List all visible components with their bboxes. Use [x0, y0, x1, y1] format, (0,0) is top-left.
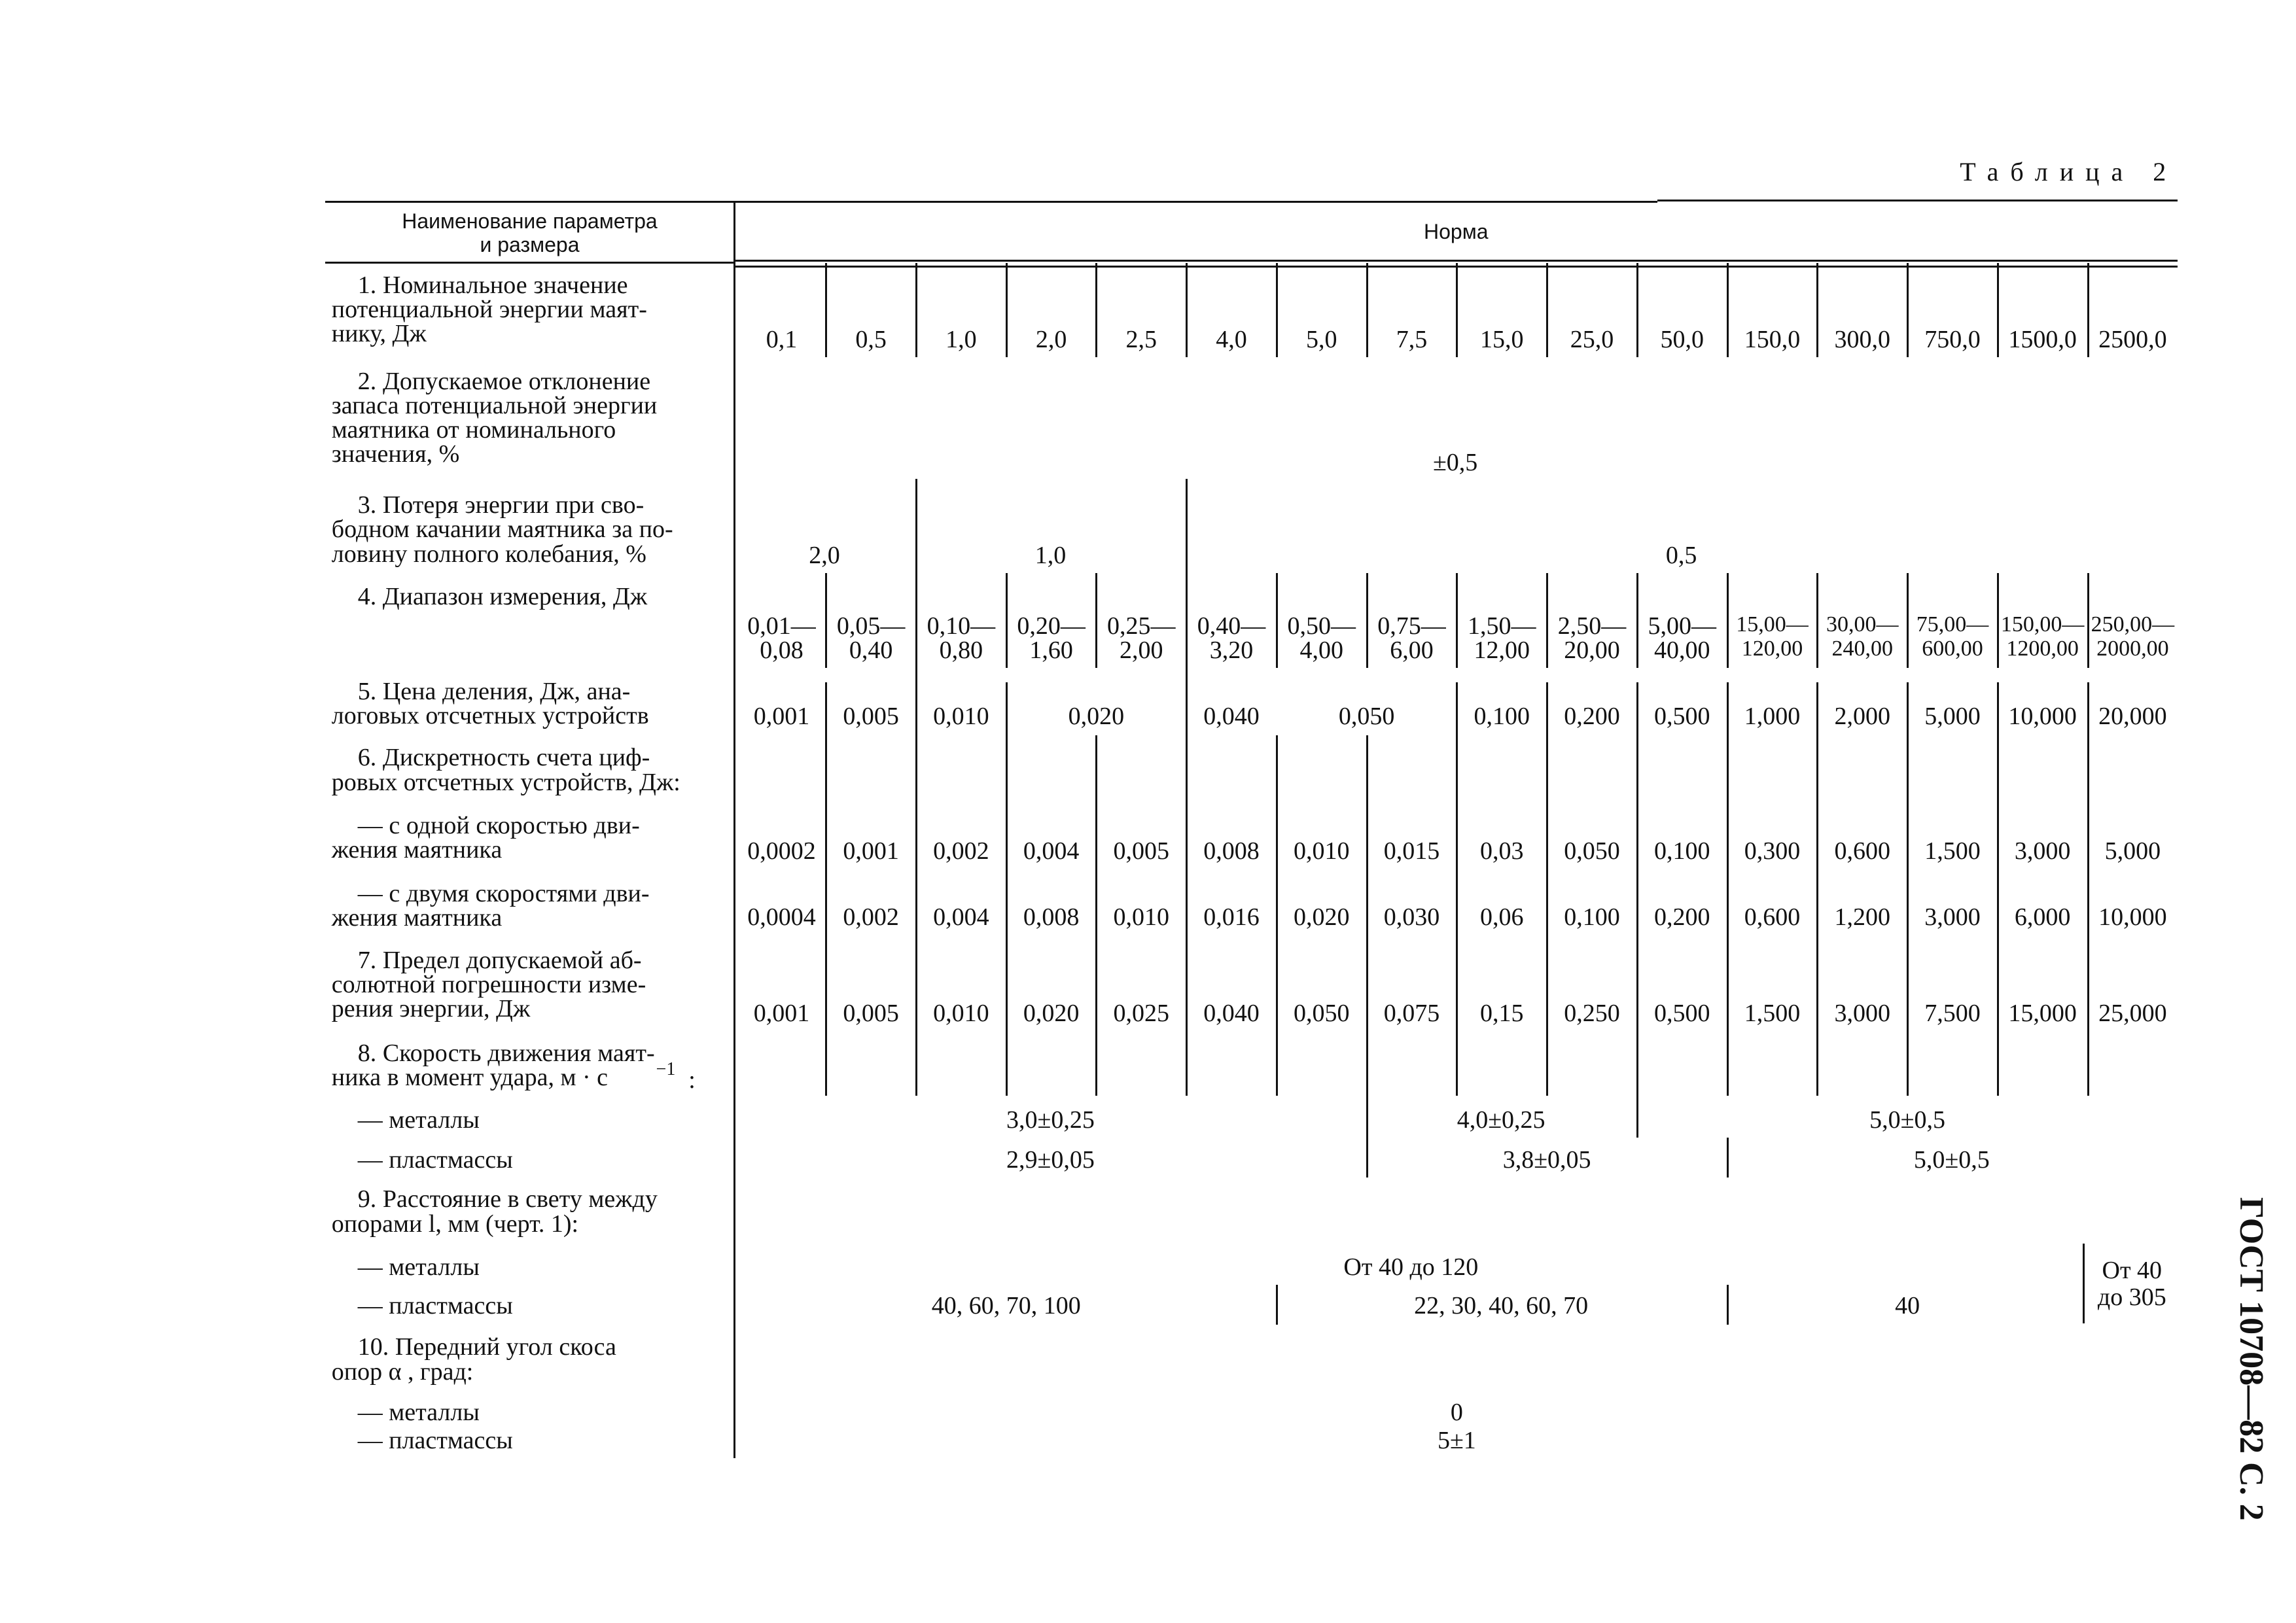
digital-step-value: 0,001: [843, 837, 899, 865]
range-from: 30,00—: [1826, 612, 1899, 637]
header-bottom-rule: [734, 260, 2178, 262]
support-distance-value: От 40 до 120: [1343, 1253, 1479, 1282]
tolerance-value: ±0,5: [1432, 448, 1478, 476]
digital-step-value: 0,008: [1203, 837, 1260, 865]
scale-division-value: 0,040: [1203, 703, 1260, 731]
digital-step-value: 0,0004: [747, 903, 816, 932]
error-limit-value: 7,500: [1924, 999, 1981, 1027]
range-to: 40,00: [1653, 636, 1710, 664]
column-rule: [1276, 573, 1278, 668]
nominal-energy-value: 7,5: [1396, 326, 1428, 354]
row-label-line: значения, %: [331, 440, 460, 468]
column-rule: [1366, 263, 1368, 358]
scale-division-value: 0,100: [1474, 703, 1530, 731]
row-label-line: 4. Диапазон измерения, Дж: [357, 583, 648, 611]
table-caption: Таблица 2: [1960, 156, 2178, 186]
column-rule: [1546, 263, 1548, 358]
range-to: 4,00: [1299, 636, 1344, 664]
error-limit-value: 0,075: [1383, 999, 1440, 1027]
header-param: Наименование параметра: [402, 209, 658, 233]
column-rule: [1456, 682, 1458, 1096]
sub-label: — металлы: [357, 1253, 480, 1282]
range-to: 120,00: [1741, 636, 1803, 661]
row-label-line: маятника от номинального: [331, 416, 616, 444]
digital-step-value: 3,000: [1924, 903, 1981, 932]
digital-step-value: 0,002: [933, 837, 989, 865]
digital-step-value: 0,06: [1480, 903, 1524, 932]
row-label-line: запаса потенциальной энергии: [331, 391, 658, 419]
support-distance-value: От 40: [2102, 1256, 2163, 1284]
digital-step-value: 0,200: [1653, 903, 1710, 932]
column-rule: [915, 263, 917, 358]
range-to: 240,00: [1831, 636, 1893, 661]
error-limit-value: 1,500: [1744, 999, 1801, 1027]
range-from: 15,00—: [1736, 612, 1809, 637]
table-top-rule: [325, 201, 1658, 203]
range-to: 0,08: [760, 636, 804, 664]
row-label-line: бодном качании маятника за по-: [331, 515, 673, 544]
nominal-energy-value: 15,0: [1480, 326, 1524, 354]
digital-step-value: 0,002: [843, 903, 899, 932]
sub-label: — металлы: [357, 1398, 480, 1426]
range-from: 0,20—: [1017, 612, 1086, 640]
digital-step-value: 0,016: [1203, 903, 1260, 932]
error-limit-value: 0,025: [1113, 999, 1170, 1027]
scale-division-value: 0,020: [1068, 703, 1125, 731]
digital-step-value: 5,000: [2104, 837, 2161, 865]
range-from: 0,40—: [1197, 612, 1266, 640]
column-rule: [1636, 263, 1638, 358]
digital-step-value: 0,008: [1023, 903, 1080, 932]
row-label-line: 10. Передний угол скоса: [357, 1333, 616, 1361]
range-from: 250,00—: [2091, 612, 2175, 637]
range-from: 0,05—: [836, 612, 906, 640]
column-rule: [1997, 263, 1999, 358]
nominal-energy-value: 1,0: [945, 326, 977, 354]
error-limit-value: 0,040: [1203, 999, 1260, 1027]
column-rule: [1907, 682, 1909, 1096]
range-from: 0,50—: [1287, 612, 1356, 640]
energy-loss-value: 1,0: [1034, 542, 1067, 569]
digital-step-value: 0,050: [1564, 837, 1620, 865]
range-from: 5,00—: [1648, 612, 1716, 640]
digital-step-value: 0,005: [1113, 837, 1170, 865]
nominal-energy-value: 300,0: [1834, 326, 1890, 354]
label-colon: :: [688, 1066, 696, 1094]
column-rule: [825, 682, 827, 1096]
impact-speed-value: 3,0±0,25: [1006, 1106, 1095, 1134]
row-label-line: 8. Скорость движения маят-: [357, 1039, 655, 1067]
nominal-energy-value: 50,0: [1660, 326, 1704, 354]
column-rule: [825, 573, 827, 668]
range-to: 0,80: [939, 636, 983, 664]
digital-step-value: 0,004: [933, 903, 989, 932]
digital-step-value: 1,500: [1924, 837, 1981, 865]
nominal-energy-value: 5,0: [1306, 326, 1337, 354]
digital-step-value: 0,020: [1294, 903, 1350, 932]
error-limit-value: 3,000: [1834, 999, 1890, 1027]
range-to: 20,00: [1564, 636, 1620, 664]
digital-step-value: 0,015: [1383, 837, 1440, 865]
error-limit-value: 0,500: [1653, 999, 1710, 1027]
range-from: 2,50—: [1557, 612, 1627, 640]
bevel-angle-value: 0: [1450, 1398, 1463, 1426]
row-label-line: ровых отсчетных устройств, Дж:: [331, 768, 680, 796]
unit-superscript: −1: [656, 1059, 676, 1080]
digital-step-value: 0,004: [1023, 837, 1080, 865]
nominal-energy-value: 2,5: [1125, 326, 1157, 354]
column-rule: [1727, 263, 1729, 358]
scale-division-value: 0,200: [1564, 703, 1620, 731]
column-rule: [1006, 682, 1008, 1096]
row-label-line: солютной погрешности изме-: [331, 970, 646, 998]
sub-label: — пластмассы: [357, 1145, 513, 1174]
range-to: 2000,00: [2096, 636, 2169, 661]
nominal-energy-value: 4,0: [1216, 326, 1247, 354]
header-param: и размера: [480, 233, 580, 257]
column-rule: [1095, 573, 1097, 668]
digital-step-value: 0,0002: [747, 837, 816, 865]
digital-step-value: 0,100: [1653, 837, 1710, 865]
scale-division-value: 0,001: [753, 703, 810, 731]
nominal-energy-value: 1500,0: [2008, 326, 2077, 354]
error-limit-value: 0,010: [933, 999, 989, 1027]
scale-division-value: 0,010: [933, 703, 989, 731]
row-label-line: 9. Расстояние в свету между: [357, 1185, 658, 1213]
column-rule: [2087, 682, 2089, 1096]
column-rule: [1546, 573, 1548, 668]
column-rule: [2083, 1244, 2085, 1323]
row-label-line: 2. Допускаемое отклонение: [357, 367, 651, 395]
error-limit-value: 0,050: [1294, 999, 1350, 1027]
column-rule: [1276, 1285, 1278, 1325]
digital-step-value: 6,000: [2014, 903, 2071, 932]
energy-loss-value: 2,0: [809, 542, 840, 569]
table-top-rule: [1657, 200, 2178, 201]
column-rule: [1816, 573, 1818, 668]
range-from: 0,25—: [1107, 612, 1176, 640]
energy-loss-value: 0,5: [1665, 542, 1697, 569]
parameter-column-divider: [733, 201, 735, 1458]
column-rule: [1816, 682, 1818, 1096]
digital-step-value: 0,030: [1383, 903, 1440, 932]
row-label-line: 5. Цена деления, Дж, ана-: [357, 677, 631, 705]
column-rule: [1727, 573, 1729, 668]
error-limit-value: 0,250: [1564, 999, 1620, 1027]
impact-speed-value: 4,0±0,25: [1457, 1106, 1545, 1134]
impact-speed-value: 5,0±0,5: [1913, 1145, 1990, 1174]
range-to: 1200,00: [2006, 636, 2079, 661]
support-distance-value: 40, 60, 70, 100: [931, 1292, 1081, 1320]
range-from: 0,01—: [747, 612, 816, 640]
column-rule: [1727, 1285, 1729, 1325]
row-label-line: 1. Номинальное значение: [357, 271, 628, 299]
digital-step-value: 0,010: [1113, 903, 1170, 932]
column-rule: [1006, 573, 1008, 668]
scale-division-value: 20,000: [2098, 703, 2167, 731]
digital-step-value: 0,300: [1744, 837, 1801, 865]
column-rule: [1727, 1138, 1729, 1178]
row-label-line: потенциальной энергии маят-: [331, 296, 647, 324]
error-limit-value: 0,001: [753, 999, 810, 1027]
error-limit-value: 15,000: [2008, 999, 2077, 1027]
scale-division-value: 0,050: [1338, 703, 1395, 731]
digital-step-value: 0,600: [1834, 837, 1890, 865]
column-rule: [1997, 573, 1999, 668]
range-to: 6,00: [1390, 636, 1434, 664]
range-from: 0,75—: [1377, 612, 1446, 640]
row-label-line: 6. Дискретность счета циф-: [357, 744, 650, 772]
range-from: 0,10—: [927, 612, 996, 640]
nominal-energy-value: 2,0: [1035, 326, 1067, 354]
row-label-line: 7. Предел допускаемой аб-: [357, 946, 642, 974]
scale-division-value: 2,000: [1834, 703, 1890, 731]
header-bottom-rule: [325, 262, 734, 264]
column-rule: [1997, 682, 1999, 1096]
digital-step-value: 0,100: [1564, 903, 1620, 932]
scale-division-value: 5,000: [1924, 703, 1981, 731]
column-rule: [1546, 682, 1548, 1096]
column-rule: [1636, 1096, 1638, 1137]
column-rule: [1456, 573, 1458, 668]
column-rule: [1907, 263, 1909, 358]
row-label-line: логовых отсчетных устройств: [331, 702, 649, 729]
column-rule: [1366, 573, 1368, 668]
column-rule: [1456, 263, 1458, 358]
range-to: 3,20: [1209, 636, 1254, 664]
scale-division-value: 0,500: [1653, 703, 1710, 731]
document-code-side-label: ГОСТ 10708—82 С. 2: [2233, 1197, 2270, 1521]
row-label-line: опорами l, мм (черт. 1):: [331, 1210, 579, 1238]
column-rule: [825, 263, 827, 358]
range-from: 1,50—: [1468, 612, 1536, 640]
column-rule: [1816, 263, 1818, 358]
nominal-energy-value: 150,0: [1744, 326, 1801, 354]
nominal-energy-value: 0,5: [855, 326, 887, 354]
row-label-line: — с одной скоростью дви-: [357, 812, 640, 840]
column-rule: [1907, 573, 1909, 668]
row-label-line: нику, Дж: [331, 320, 427, 348]
impact-speed-value: 2,9±0,05: [1006, 1145, 1095, 1174]
error-limit-value: 0,020: [1023, 999, 1080, 1027]
digital-step-value: 1,200: [1834, 903, 1890, 932]
digital-step-value: 0,03: [1480, 837, 1524, 865]
column-rule: [1186, 263, 1188, 358]
support-distance-value: 40: [1895, 1292, 1920, 1320]
digital-step-value: 10,000: [2098, 903, 2167, 932]
row-label-line: рения энергии, Дж: [331, 995, 531, 1023]
range-to: 600,00: [1922, 636, 1983, 661]
error-limit-value: 25,000: [2098, 999, 2167, 1027]
column-rule: [1366, 1096, 1368, 1177]
range-from: 75,00—: [1916, 612, 1989, 637]
impact-speed-value: 5,0±0,5: [1869, 1106, 1945, 1134]
column-rule: [1636, 682, 1638, 1096]
sub-label: — пластмассы: [357, 1292, 513, 1320]
bevel-angle-value: 5±1: [1437, 1426, 1476, 1454]
row-label-line: — с двумя скоростями дви-: [357, 880, 650, 908]
column-rule: [1095, 263, 1097, 358]
range-to: 1,60: [1029, 636, 1073, 664]
row-label-line: опор α , град:: [331, 1357, 474, 1386]
sub-label: — пластмассы: [357, 1426, 513, 1454]
error-limit-value: 0,005: [843, 999, 899, 1027]
impact-speed-value: 3,8±0,05: [1502, 1145, 1591, 1174]
row-label-line: ловину полного колебания, %: [331, 540, 646, 568]
column-rule: [1636, 573, 1638, 668]
scale-division-value: 10,000: [2008, 703, 2077, 731]
range-to: 2,00: [1120, 636, 1163, 664]
nominal-energy-value: 25,0: [1570, 326, 1614, 354]
column-rule: [2087, 263, 2089, 358]
error-limit-value: 0,15: [1480, 999, 1524, 1027]
range-from: 150,00—: [2000, 612, 2085, 637]
column-rule: [1727, 682, 1729, 1096]
nominal-energy-value: 0,1: [766, 326, 798, 354]
digital-step-value: 0,010: [1294, 837, 1350, 865]
support-distance-value: до 305: [2097, 1283, 2166, 1311]
row-label-line: жения маятника: [331, 904, 503, 932]
range-to: 0,40: [849, 636, 893, 664]
nominal-energy-value: 750,0: [1924, 326, 1981, 354]
column-rule: [1276, 263, 1278, 358]
header-norm: Норма: [1424, 219, 1489, 243]
range-to: 12,00: [1474, 636, 1530, 664]
column-rule: [2087, 573, 2089, 668]
column-rule: [1006, 263, 1008, 358]
digital-step-value: 0,600: [1744, 903, 1801, 932]
sub-label: — металлы: [357, 1106, 480, 1134]
scale-division-value: 0,005: [843, 703, 899, 731]
row-label-line: 3. Потеря энергии при сво-: [357, 491, 645, 519]
row-label-line: ника в момент удара, м · с: [331, 1064, 609, 1092]
row-label-line: жения маятника: [331, 836, 503, 864]
support-distance-value: 22, 30, 40, 60, 70: [1414, 1292, 1589, 1320]
digital-step-value: 3,000: [2014, 837, 2071, 865]
nominal-energy-value: 2500,0: [2098, 326, 2167, 354]
scale-division-value: 1,000: [1744, 703, 1801, 731]
